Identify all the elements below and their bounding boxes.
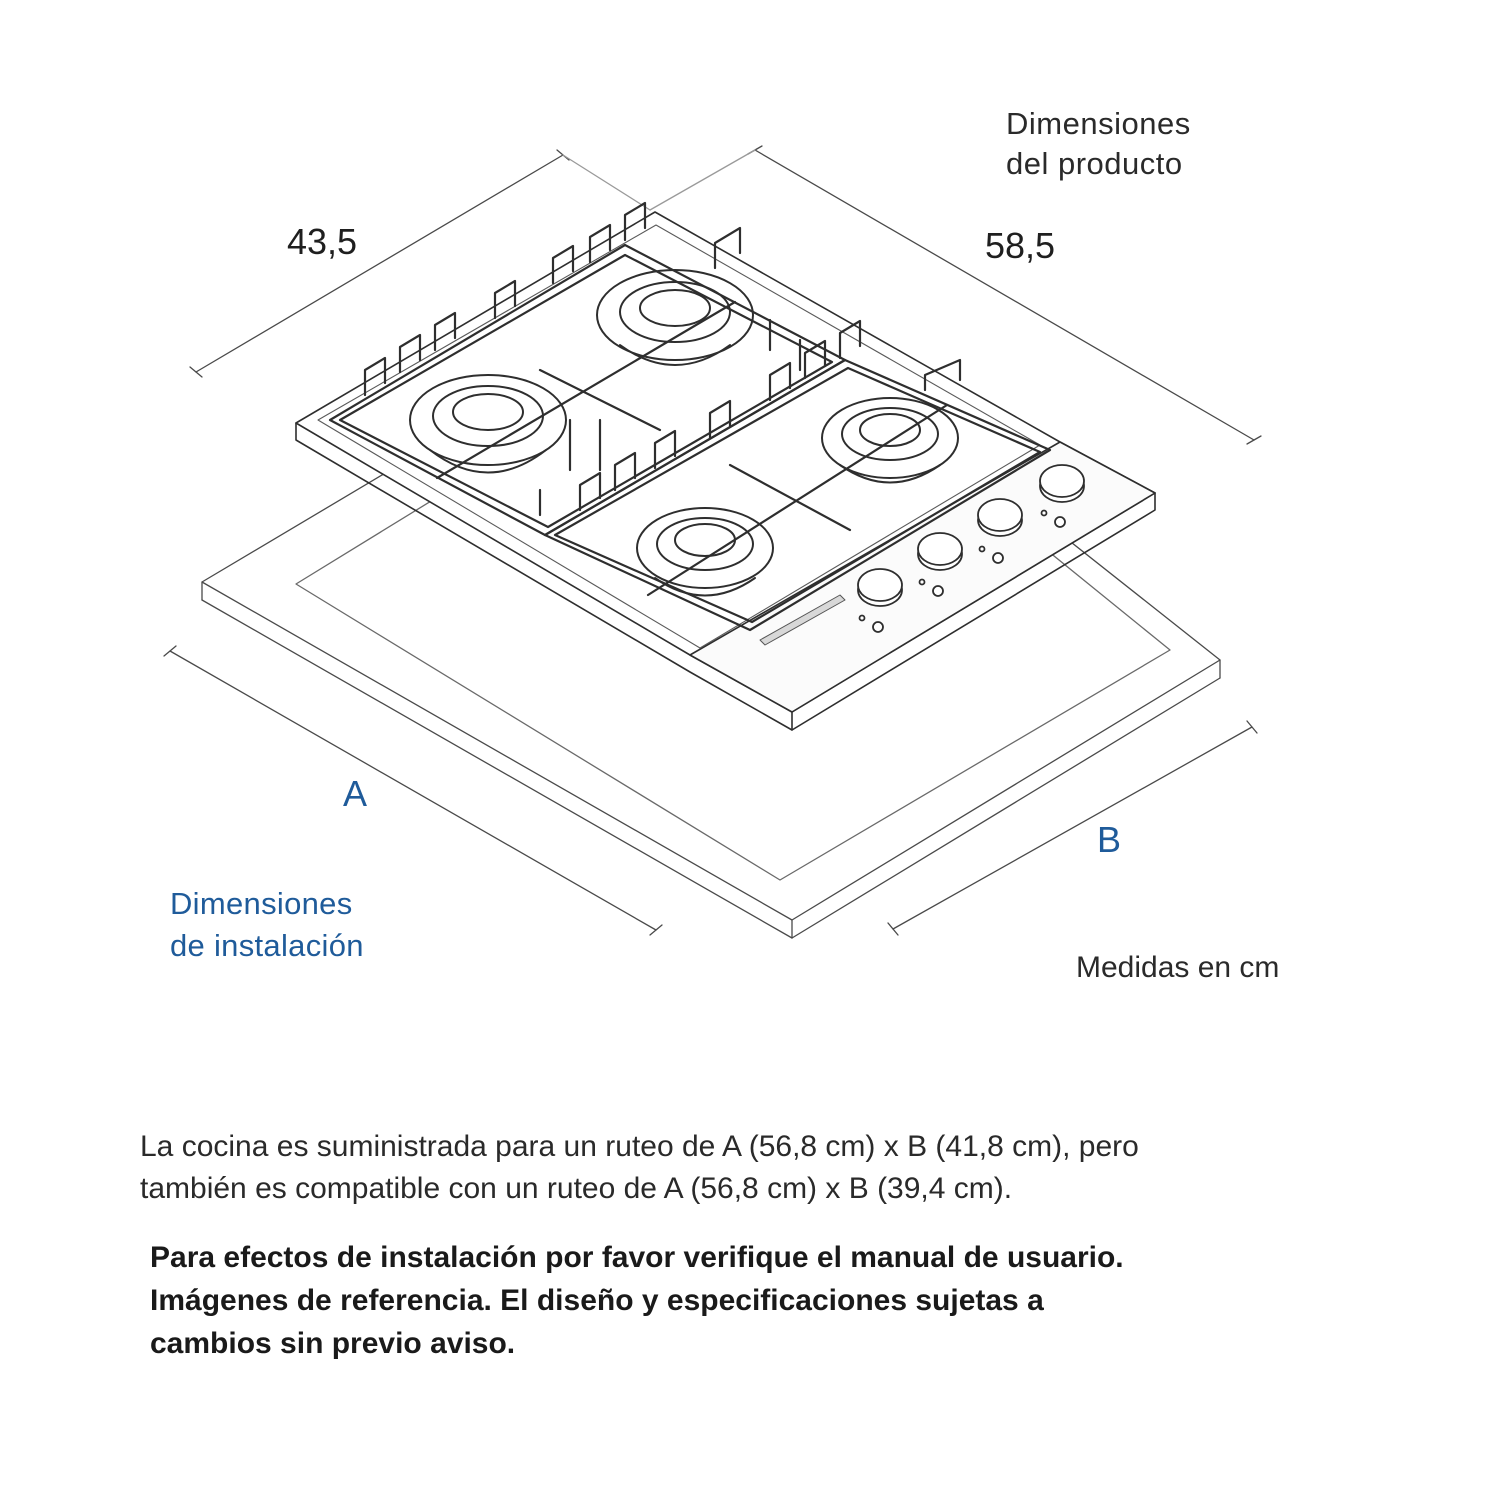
- disclaimer-paragraph: [150, 1236, 1380, 1365]
- product-dimensions-title-line1: Dimensiones: [1006, 106, 1191, 141]
- installation-dimensions-title-line2: de instalación: [170, 928, 364, 963]
- description-paragraph: [140, 1126, 1370, 1210]
- description-line1: La cocina es suministrada para un ruteo de A (56,8 cm) x B (41,8 cm), pero: [140, 1130, 1139, 1163]
- installation-dimensions-title-line1: Dimensiones: [170, 886, 353, 921]
- product-dimensions-title-line2: del producto: [1006, 146, 1183, 181]
- product-depth-value: 43,5: [287, 221, 358, 262]
- installation-label-a: A: [343, 773, 368, 814]
- disclaimer-line2: Imágenes de referencia. El diseño y especificaciones sujetas a: [150, 1284, 1044, 1317]
- disclaimer-line1: Para efectos de instalación por favor verifique el manual de usuario.: [150, 1241, 1124, 1274]
- installation-label-b: B: [1097, 819, 1122, 860]
- units-note: Medidas en cm: [1076, 951, 1280, 984]
- product-width-value: 58,5: [985, 225, 1056, 266]
- installation-dimensions-title: [170, 883, 364, 967]
- disclaimer-line3: cambios sin previo aviso.: [150, 1327, 516, 1360]
- product-dimensions-title: [1006, 104, 1191, 184]
- description-line2: también es compatible con un ruteo de A (56,8 cm) x B (39,4 cm).: [140, 1172, 1013, 1205]
